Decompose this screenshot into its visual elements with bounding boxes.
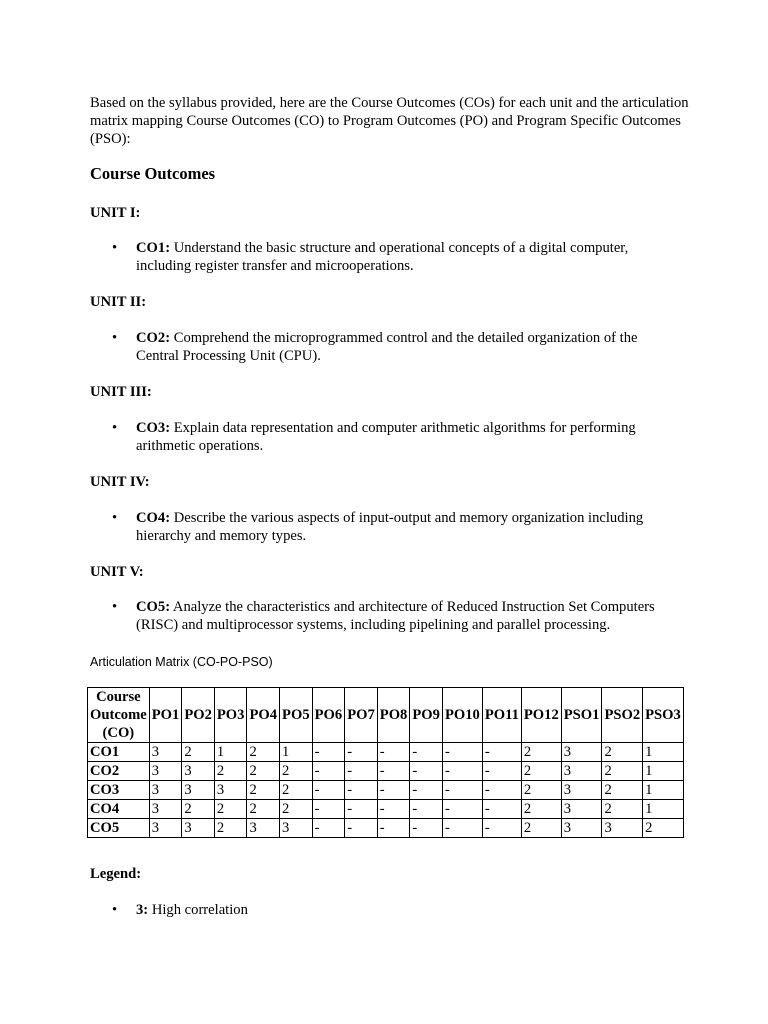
table-cell: 3 [561, 781, 602, 800]
table-cell: - [312, 762, 345, 781]
table-cell: 2 [280, 800, 313, 819]
co-text: Describe the various aspects of input-output and memory organization including hierarchy and memory types. [136, 510, 644, 544]
table-cell: - [377, 743, 410, 762]
row-header-cell: CO2 [88, 762, 150, 781]
table-cell: - [442, 800, 482, 819]
row-header-cell: CO4 [88, 800, 150, 819]
column-header: PSO1 [561, 688, 602, 743]
table-cell: 2 [602, 781, 643, 800]
co-label: CO3: [136, 420, 171, 436]
table-cell: 2 [280, 762, 313, 781]
table-cell: - [410, 800, 443, 819]
table-cell: 2 [214, 762, 247, 781]
unit-5-title: UNIT V: [90, 564, 144, 580]
table-cell: 3 [182, 762, 215, 781]
table-cell: 2 [182, 743, 215, 762]
table-cell: 3 [561, 819, 602, 838]
table-cell: 2 [521, 762, 561, 781]
table-cell: 3 [182, 819, 215, 838]
table-cell: 1 [643, 743, 684, 762]
table-cell: - [345, 781, 378, 800]
table-cell: 2 [602, 762, 643, 781]
column-header: PSO3 [643, 688, 684, 743]
table-row [88, 743, 684, 762]
table-cell: 2 [280, 781, 313, 800]
column-header: PO3 [214, 688, 247, 743]
table-cell: 1 [280, 743, 313, 762]
table-cell: 2 [602, 743, 643, 762]
table-row [88, 819, 684, 838]
table-cell: - [377, 762, 410, 781]
table-cell: 2 [521, 800, 561, 819]
unit-4-title: UNIT IV: [90, 474, 150, 490]
column-header: PO9 [410, 688, 443, 743]
column-header: PO8 [377, 688, 410, 743]
co-label: CO5: [136, 599, 171, 615]
table-cell: 3 [214, 781, 247, 800]
legend-label: 3: [136, 902, 149, 918]
bullet-icon: • [112, 330, 118, 346]
table-header-row [88, 688, 684, 743]
table-cell: - [312, 819, 345, 838]
matrix-caption: Articulation Matrix (CO-PO-PSO) [90, 655, 273, 669]
table-cell: - [377, 819, 410, 838]
legend-title: Legend: [90, 866, 142, 882]
bullet-icon: • [112, 240, 118, 256]
column-header: PO1 [149, 688, 182, 743]
table-cell: 3 [149, 743, 182, 762]
column-header: Course Outcome (CO) [88, 688, 150, 743]
table-cell: 1 [643, 762, 684, 781]
table-cell: - [312, 743, 345, 762]
table-cell: - [410, 743, 443, 762]
unit-1-title: UNIT I: [90, 205, 141, 221]
table-cell: 2 [247, 762, 280, 781]
table-cell: 3 [561, 743, 602, 762]
table-cell: 3 [561, 762, 602, 781]
table-cell: - [442, 762, 482, 781]
bullet-icon: • [112, 599, 118, 615]
table-cell: 3 [602, 819, 643, 838]
table-cell: - [410, 762, 443, 781]
table-cell: 3 [149, 800, 182, 819]
table-cell: - [345, 819, 378, 838]
legend-text: High correlation [151, 902, 248, 918]
intro-paragraph: Based on the syllabus provided, here are the Course Outcomes (COs) for each unit and the articulation matrix mapping Course Outcomes (CO) to Program Outcomes (PO) and Program Specific Outcomes (PSO): [90, 95, 689, 147]
co-text: Explain data representation and computer arithmetic algorithms for performing arithmetic operations. [136, 420, 636, 454]
row-header-cell: CO5 [88, 819, 150, 838]
table-cell: - [410, 819, 443, 838]
column-header: PO5 [280, 688, 313, 743]
table-cell: 2 [182, 800, 215, 819]
co-label: CO1: [136, 240, 171, 256]
table-cell: 2 [602, 800, 643, 819]
column-header: PSO2 [602, 688, 643, 743]
table-cell: - [482, 819, 521, 838]
section-heading: Course Outcomes [90, 164, 216, 183]
column-header: PO7 [345, 688, 378, 743]
table-row [88, 800, 684, 819]
co-text: Comprehend the microprogrammed control and the detailed organization of the Central Processing Unit (CPU). [136, 330, 638, 364]
table-cell: 3 [149, 819, 182, 838]
bullet-icon: • [112, 902, 118, 918]
table-cell: 2 [643, 819, 684, 838]
table-cell: - [482, 800, 521, 819]
co-label: CO4: [136, 510, 171, 526]
table-cell: 1 [643, 800, 684, 819]
column-header: PO12 [521, 688, 561, 743]
row-header-cell: CO3 [88, 781, 150, 800]
table-cell: - [482, 762, 521, 781]
table-cell: - [345, 800, 378, 819]
table-cell: 2 [247, 800, 280, 819]
table-cell: 3 [182, 781, 215, 800]
table-cell: 3 [280, 819, 313, 838]
table-cell: - [312, 781, 345, 800]
table-cell: - [345, 743, 378, 762]
column-header: PO10 [442, 688, 482, 743]
table-cell: 2 [247, 743, 280, 762]
table-cell: - [410, 781, 443, 800]
column-header: PO4 [247, 688, 280, 743]
co-label: CO2: [136, 330, 171, 346]
table-cell: 1 [643, 781, 684, 800]
co-text: Analyze the characteristics and architecture of Reduced Instruction Set Computers (RISC) and multiprocessor systems, including pipelining and parallel processing. [136, 599, 655, 633]
co-text: Understand the basic structure and operational concepts of a digital computer, including register transfer and microoperations. [136, 240, 629, 274]
table-cell: 2 [521, 819, 561, 838]
table-cell: - [377, 800, 410, 819]
table-cell: - [442, 781, 482, 800]
column-header: PO11 [482, 688, 521, 743]
column-header: PO2 [182, 688, 215, 743]
table-cell: 2 [521, 743, 561, 762]
table-row [88, 762, 684, 781]
table-cell: 1 [214, 743, 247, 762]
table-cell: 2 [247, 781, 280, 800]
table-cell: 2 [214, 800, 247, 819]
table-cell: 3 [561, 800, 602, 819]
table-row [88, 781, 684, 800]
table-cell: - [312, 800, 345, 819]
row-header-cell: CO1 [88, 743, 150, 762]
bullet-icon: • [112, 420, 118, 436]
table-cell: 2 [214, 819, 247, 838]
table-cell: 3 [149, 781, 182, 800]
table-cell: 3 [149, 762, 182, 781]
table-cell: - [442, 743, 482, 762]
table-cell: 3 [247, 819, 280, 838]
table-cell: - [482, 743, 521, 762]
table-cell: - [377, 781, 410, 800]
unit-2-title: UNIT II: [90, 294, 147, 310]
table-cell: 2 [521, 781, 561, 800]
table-cell: - [345, 762, 378, 781]
table-cell: - [442, 819, 482, 838]
unit-3-title: UNIT III: [90, 384, 152, 400]
column-header: PO6 [312, 688, 345, 743]
bullet-icon: • [112, 510, 118, 526]
articulation-matrix-table [87, 687, 684, 838]
table-cell: - [482, 781, 521, 800]
